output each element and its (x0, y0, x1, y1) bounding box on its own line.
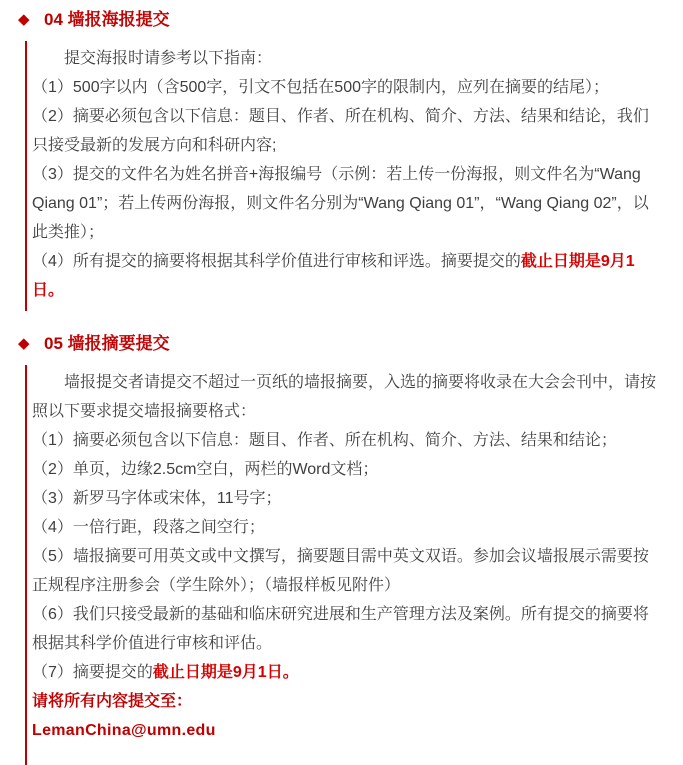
section-05-title: 05 墙报摘要提交 (44, 334, 170, 353)
list-item (32, 658, 661, 687)
list-item-text: （7）摘要提交的 (32, 664, 153, 681)
list-item: （1）摘要必须包含以下信息：题目、作者、所在机构、简介、方法、结果和结论； (32, 432, 617, 449)
deadline-highlight: 截止日期是9月1日。 (32, 253, 635, 299)
deadline-highlight: 截止日期是9月1日。 (152, 664, 299, 681)
section-04-title: 04 墙报海报提交 (44, 10, 170, 29)
section-poster-submission (18, 8, 661, 311)
section-05-header (18, 332, 661, 356)
list-item: （2）单页，边缘2.5cm空白，两栏的Word文档； (32, 461, 379, 478)
list-item: （6）我们只接受最新的基础和临床研究进展和生产管理方法及案例。所有提交的摘要将根据其科学价值进行审核和评估。 (32, 606, 649, 652)
list-item: （3）提交的文件名为姓名拼音+海报编号（示例：若上传一份海报，则文件名为“Wang Qiang 01”；若上传两份海报，则文件名分别为“Wang Qiang 01”，“Wang Qiang 02”，以此类推）； (32, 166, 649, 241)
submit-to-label: 请将所有内容提交至： (32, 693, 193, 710)
intro-paragraph: 提交海报时请参考以下指南： (64, 50, 273, 67)
diamond-icon: ◆ (18, 11, 30, 28)
section-05-body (25, 365, 661, 765)
intro-paragraph: 墙报提交者请提交不超过一页纸的墙报摘要，入选的摘要将收录在大会会刊中，请按照以下要求提交墙报摘要格式： (32, 374, 657, 420)
list-item: （2）摘要必须包含以下信息：题目、作者、所在机构、简介、方法、结果和结论，我们只接受最新的发展方向和科研内容; (32, 108, 649, 154)
list-item: （4）一倍行距，段落之间空行； (32, 519, 265, 536)
list-item (32, 247, 661, 305)
section-abstract-submission (18, 332, 661, 765)
diamond-icon: ◆ (18, 335, 30, 352)
list-item: （3）新罗马字体或宋体，11号字； (32, 490, 282, 507)
list-item: （1）500字以内（含500字，引文不包括在500字的限制内，应列在摘要的结尾）； (32, 79, 609, 96)
section-04-body (25, 41, 661, 311)
list-item-text: （4）所有提交的摘要将根据其科学价值进行审核和评选。摘要提交的 (32, 253, 521, 270)
list-item: （5）墙报摘要可用英文或中文撰写，摘要题目需中英文双语。参加会议墙报展示需要按正规程序注册参会（学生除外）；（墙报样板见附件） (32, 548, 649, 594)
submission-email: LemanChina@umn.edu (32, 722, 216, 739)
section-04-header (18, 8, 661, 32)
